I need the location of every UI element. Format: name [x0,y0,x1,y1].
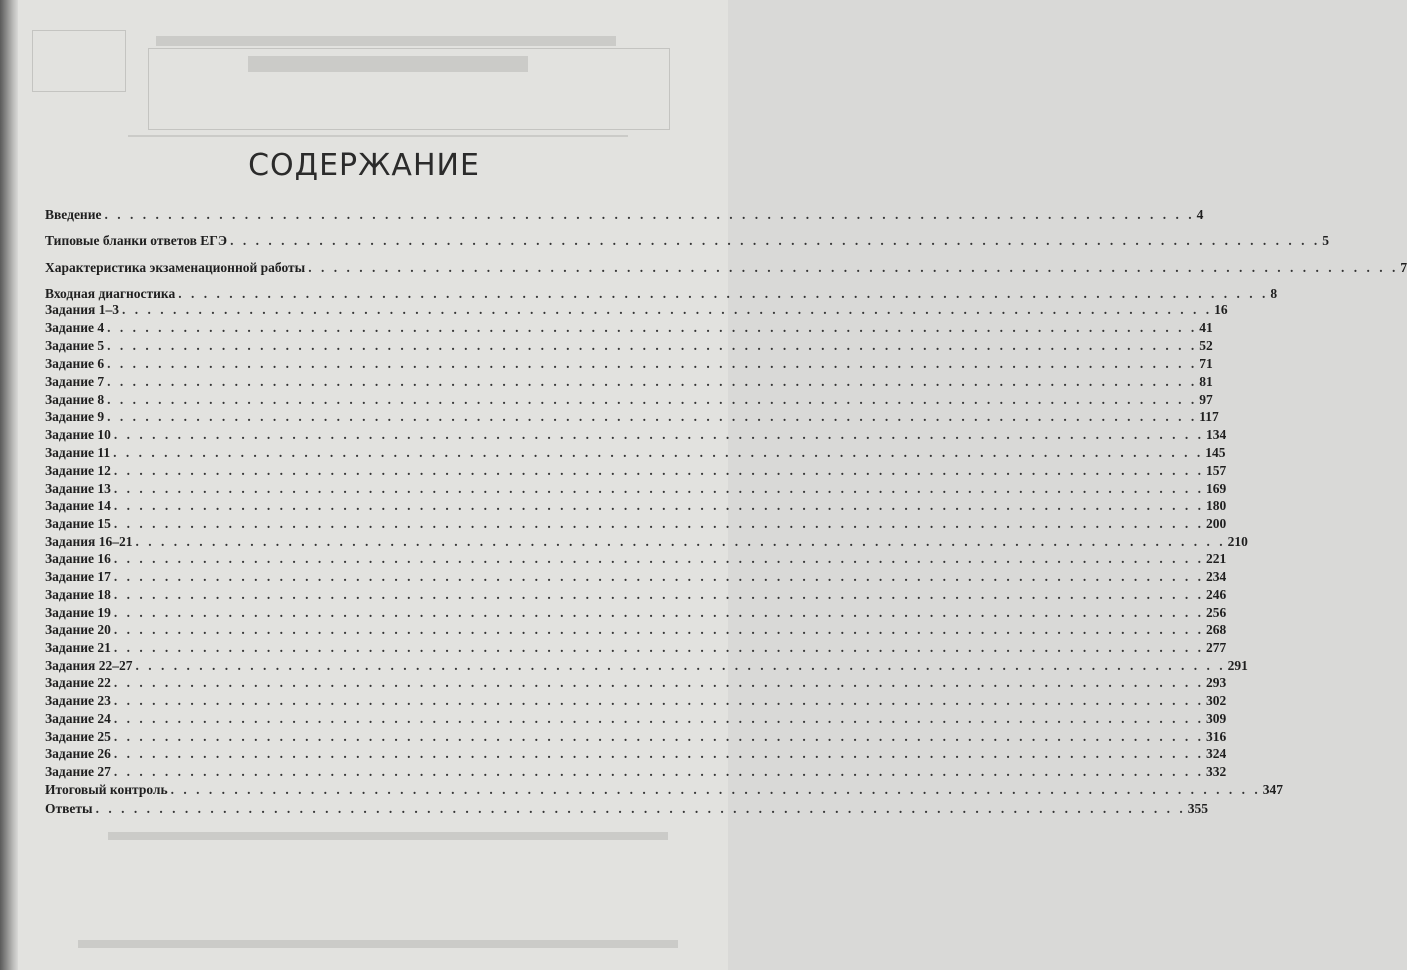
dot-leader: . . . . . . . . . . . . . . . . . . . . . . . . . . . . . . . . . . . . . . . . . . . . . . . . . . . . . . . . . . . . . . . . . . . . . . . . . . . . . . . . . . . . . . [121,302,1213,317]
toc-entry [45,728,1227,746]
show-through-form-box [148,48,670,130]
toc-label: Входная диагностика [45,286,176,301]
toc-label: Задание 22 [45,675,111,690]
page-binding-shadow [0,0,18,970]
toc-label: Задание 9 [45,409,105,424]
dot-leader: . . . . . . . . . . . . . . . . . . . . . . . . . . . . . . . . . . . . . . . . . . . . . . . . . . . . . . . . . . . . . . . . . . . . . . . . . . . . . . . . . . . . . . [135,658,1226,673]
toc-entry [45,657,1248,675]
toc-entry [45,515,1227,533]
toc-entry [45,710,1227,728]
toc-label: Задание 21 [45,640,111,655]
toc-label: Задание 17 [45,569,111,584]
toc-label: Характеристика экзаменационной работы [45,260,306,275]
toc-entry [45,355,1213,373]
toc-page-number: 291 [1227,658,1248,673]
dot-leader: . . . . . . . . . . . . . . . . . . . . . . . . . . . . . . . . . . . . . . . . . . . . . . . . . . . . . . . . . . . . . . . . . . . . . . . . . . . . . . . . . . . . . . [113,427,1205,442]
toc-page-number: 316 [1206,729,1227,744]
toc-entry [45,408,1219,426]
toc-label: Задание 12 [45,463,111,478]
toc-page-number: 246 [1206,587,1227,602]
toc-entry [45,586,1227,604]
toc-entry [45,301,1228,319]
dot-leader: . . . . . . . . . . . . . . . . . . . . . . . . . . . . . . . . . . . . . . . . . . . . . . . . . . . . . . . . . . . . . . . . . . . . . . . . . . . . . . . . . . . . . . [113,587,1205,602]
page-title: СОДЕРЖАНИЕ [248,148,480,183]
toc-page-number: 52 [1199,338,1213,353]
dot-leader: . . . . . . . . . . . . . . . . . . . . . . . . . . . . . . . . . . . . . . . . . . . . . . . . . . . . . . . . . . . . . . . . . . . . . . . . . . . . . . . . . . . . . . [113,693,1205,708]
dot-leader: . . . . . . . . . . . . . . . . . . . . . . . . . . . . . . . . . . . . . . . . . . . . . . . . . . . . . . . . . . . . . . . . . . . . . . . . . . . . . . . . . . . . . . [113,640,1205,655]
show-through-header-bar [156,36,616,46]
toc-page-number: 134 [1206,427,1227,442]
toc-label: Задание 27 [45,764,111,779]
toc-label: Задание 24 [45,711,111,726]
dot-leader: . . . . . . . . . . . . . . . . . . . . . . . . . . . . . . . . . . . . . . . . . . . . . . . . . . . . . . . . . . . . . . . . . . . . . . . . . . . . . . . . . . . . . . [308,260,1399,275]
dot-leader: . . . . . . . . . . . . . . . . . . . . . . . . . . . . . . . . . . . . . . . . . . . . . . . . . . . . . . . . . . . . . . . . . . . . . . . . . . . . . . . . . . . . . . [107,374,1198,389]
show-through-line-1 [128,135,628,137]
toc-page-number: 117 [1199,409,1219,424]
show-through-footer-bar [108,832,668,840]
toc-entry [45,639,1227,657]
dot-leader: . . . . . . . . . . . . . . . . . . . . . . . . . . . . . . . . . . . . . . . . . . . . . . . . . . . . . . . . . . . . . . . . . . . . . . . . . . . . . . . . . . . . . . [113,746,1205,761]
toc-label: Введение [45,207,102,222]
dot-leader: . . . . . . . . . . . . . . . . . . . . . . . . . . . . . . . . . . . . . . . . . . . . . . . . . . . . . . . . . . . . . . . . . . . . . . . . . . . . . . . . . . . . . . [113,711,1205,726]
toc-page-number: 180 [1206,498,1227,513]
toc-page-number: 5 [1322,233,1329,248]
toc-page-number: 41 [1199,320,1213,335]
dot-leader: . . . . . . . . . . . . . . . . . . . . . . . . . . . . . . . . . . . . . . . . . . . . . . . . . . . . . . . . . . . . . . . . . . . . . . . . . . . . . . . . . . . . . . [107,338,1198,353]
toc-page-number: 169 [1206,481,1227,496]
toc-entry [45,568,1227,586]
toc-entry [45,674,1227,692]
toc-label: Задание 19 [45,605,111,620]
dot-leader: . . . . . . . . . . . . . . . . . . . . . . . . . . . . . . . . . . . . . . . . . . . . . . . . . . . . . . . . . . . . . . . . . . . . . . . . . . . . . . . . . . . . . . [107,392,1198,407]
toc-page-number: 16 [1214,302,1228,317]
toc-entry [45,533,1248,551]
dot-leader: . . . . . . . . . . . . . . . . . . . . . . . . . . . . . . . . . . . . . . . . . . . . . . . . . . . . . . . . . . . . . . . . . . . . . . . . . . . . . . . . . . . . . . [113,764,1205,779]
toc-label: Ответы [45,801,93,816]
toc-page-number: 4 [1196,207,1204,222]
toc-page-number: 81 [1199,374,1213,389]
dot-leader: . . . . . . . . . . . . . . . . . . . . . . . . . . . . . . . . . . . . . . . . . . . . . . . . . . . . . . . . . . . . . . . . . . . . . . . . . . . . . . . . . . . . . . [178,286,1269,301]
toc-entry [45,621,1227,639]
toc-page-number: 277 [1206,640,1227,655]
dot-leader: . . . . . . . . . . . . . . . . . . . . . . . . . . . . . . . . . . . . . . . . . . . . . . . . . . . . . . . . . . . . . . . . . . . . . . . . . . . . . . . . . . . . . . [113,463,1205,478]
toc-label: Задание 16 [45,551,111,566]
toc-entry [45,319,1213,337]
toc-label: Задание 8 [45,392,105,407]
toc-label: Задания 1–3 [45,302,119,317]
toc-entry [45,426,1227,444]
toc-entry [45,550,1227,568]
toc-entry [45,800,1208,818]
toc-label: Типовые бланки ответов ЕГЭ [45,233,228,248]
toc-label: Задание 10 [45,427,111,442]
toc-page-number: 309 [1206,711,1227,726]
show-through-bottom-bar [78,940,678,948]
toc-entry [45,444,1226,462]
toc-entry [45,781,1283,799]
dot-leader: . . . . . . . . . . . . . . . . . . . . . . . . . . . . . . . . . . . . . . . . . . . . . . . . . . . . . . . . . . . . . . . . . . . . . . . . . . . . . . . . . . . . . . [113,498,1205,513]
toc-label: Задание 18 [45,587,111,602]
dot-leader: . . . . . . . . . . . . . . . . . . . . . . . . . . . . . . . . . . . . . . . . . . . . . . . . . . . . . . . . . . . . . . . . . . . . . . . . . . . . . . . . . . . . . . [113,445,1204,460]
toc-label: Задание 13 [45,481,111,496]
toc-entry [45,259,1407,277]
toc-page-number: 8 [1270,286,1278,301]
toc-page-number: 145 [1205,445,1226,460]
toc-page-number: 268 [1206,622,1227,637]
toc-page-number: 7 [1400,260,1407,275]
toc-label: Задания 22–27 [45,658,133,673]
dot-leader: . . . . . . . . . . . . . . . . . . . . . . . . . . . . . . . . . . . . . . . . . . . . . . . . . . . . . . . . . . . . . . . . . . . . . . . . . . . . . . . . . . . . . . [113,622,1205,637]
dot-leader: . . . . . . . . . . . . . . . . . . . . . . . . . . . . . . . . . . . . . . . . . . . . . . . . . . . . . . . . . . . . . . . . . . . . . . . . . . . . . . . . . . . . . . [107,356,1198,371]
dot-leader: . . . . . . . . . . . . . . . . . . . . . . . . . . . . . . . . . . . . . . . . . . . . . . . . . . . . . . . . . . . . . . . . . . . . . . . . . . . . . . . . . . . . . . [113,605,1205,620]
toc-label: Задание 7 [45,374,105,389]
toc-page-number: 234 [1206,569,1227,584]
toc-page-number: 200 [1206,516,1227,531]
toc-entry [45,206,1204,224]
toc-label: Задание 23 [45,693,111,708]
toc-page-number: 71 [1199,356,1213,371]
toc-entry [45,462,1227,480]
toc-entry [45,391,1213,409]
toc-label: Задание 26 [45,746,111,761]
dot-leader: . . . . . . . . . . . . . . . . . . . . . . . . . . . . . . . . . . . . . . . . . . . . . . . . . . . . . . . . . . . . . . . . . . . . . . . . . . . . . . . . . . . . . . [104,207,1195,222]
toc-page-number: 97 [1199,392,1213,407]
toc-entry [45,763,1227,781]
toc-label: Задание 25 [45,729,111,744]
dot-leader: . . . . . . . . . . . . . . . . . . . . . . . . . . . . . . . . . . . . . . . . . . . . . . . . . . . . . . . . . . . . . . . . . . . . . . . . . . . . . . . . . . . . . . [113,569,1205,584]
dot-leader: . . . . . . . . . . . . . . . . . . . . . . . . . . . . . . . . . . . . . . . . . . . . . . . . . . . . . . . . . . . . . . . . . . . . . . . . . . . . . . . . . . . . . . [113,729,1205,744]
dot-leader: . . . . . . . . . . . . . . . . . . . . . . . . . . . . . . . . . . . . . . . . . . . . . . . . . . . . . . . . . . . . . . . . . . . . . . . . . . . . . . . . . . . . . . [230,233,1321,248]
toc-entry [45,604,1227,622]
toc-entry [45,337,1213,355]
toc-page-number: 324 [1206,746,1227,761]
toc-label: Задание 6 [45,356,105,371]
toc-page-number: 221 [1206,551,1227,566]
toc-label: Задание 14 [45,498,111,513]
toc-entry [45,692,1227,710]
toc-page-number: 347 [1262,782,1283,797]
dot-leader: . . . . . . . . . . . . . . . . . . . . . . . . . . . . . . . . . . . . . . . . . . . . . . . . . . . . . . . . . . . . . . . . . . . . . . . . . . . . . . . . . . . . . . [95,801,1186,816]
dot-leader: . . . . . . . . . . . . . . . . . . . . . . . . . . . . . . . . . . . . . . . . . . . . . . . . . . . . . . . . . . . . . . . . . . . . . . . . . . . . . . . . . . . . . . [107,409,1198,424]
dot-leader: . . . . . . . . . . . . . . . . . . . . . . . . . . . . . . . . . . . . . . . . . . . . . . . . . . . . . . . . . . . . . . . . . . . . . . . . . . . . . . . . . . . . . . [113,551,1205,566]
show-through-qr [32,30,126,92]
dot-leader: . . . . . . . . . . . . . . . . . . . . . . . . . . . . . . . . . . . . . . . . . . . . . . . . . . . . . . . . . . . . . . . . . . . . . . . . . . . . . . . . . . . . . . [113,675,1205,690]
toc-entry [45,480,1227,498]
dot-leader: . . . . . . . . . . . . . . . . . . . . . . . . . . . . . . . . . . . . . . . . . . . . . . . . . . . . . . . . . . . . . . . . . . . . . . . . . . . . . . . . . . . . . . [113,481,1205,496]
toc-label: Итоговый контроль [45,782,168,797]
dot-leader: . . . . . . . . . . . . . . . . . . . . . . . . . . . . . . . . . . . . . . . . . . . . . . . . . . . . . . . . . . . . . . . . . . . . . . . . . . . . . . . . . . . . . . [170,782,1261,797]
toc-page-number: 302 [1206,693,1227,708]
toc-page-number: 332 [1206,764,1227,779]
toc-page-number: 157 [1206,463,1227,478]
toc-page-number: 256 [1206,605,1227,620]
toc-label: Задание 20 [45,622,111,637]
toc-entry [45,232,1329,250]
toc-label: Задания 16–21 [45,534,133,549]
toc-label: Задание 5 [45,338,105,353]
dot-leader: . . . . . . . . . . . . . . . . . . . . . . . . . . . . . . . . . . . . . . . . . . . . . . . . . . . . . . . . . . . . . . . . . . . . . . . . . . . . . . . . . . . . . . [113,516,1205,531]
toc-page-number: 210 [1227,534,1248,549]
toc-label: Задание 15 [45,516,111,531]
toc-entry [45,373,1213,391]
toc-entry [45,745,1227,763]
toc-entry [45,497,1227,515]
toc-page-number: 355 [1187,801,1208,816]
dot-leader: . . . . . . . . . . . . . . . . . . . . . . . . . . . . . . . . . . . . . . . . . . . . . . . . . . . . . . . . . . . . . . . . . . . . . . . . . . . . . . . . . . . . . . [135,534,1226,549]
toc-label: Задание 11 [45,445,111,460]
toc-page-number: 293 [1206,675,1227,690]
dot-leader: . . . . . . . . . . . . . . . . . . . . . . . . . . . . . . . . . . . . . . . . . . . . . . . . . . . . . . . . . . . . . . . . . . . . . . . . . . . . . . . . . . . . . . [107,320,1198,335]
toc-label: Задание 4 [45,320,105,335]
